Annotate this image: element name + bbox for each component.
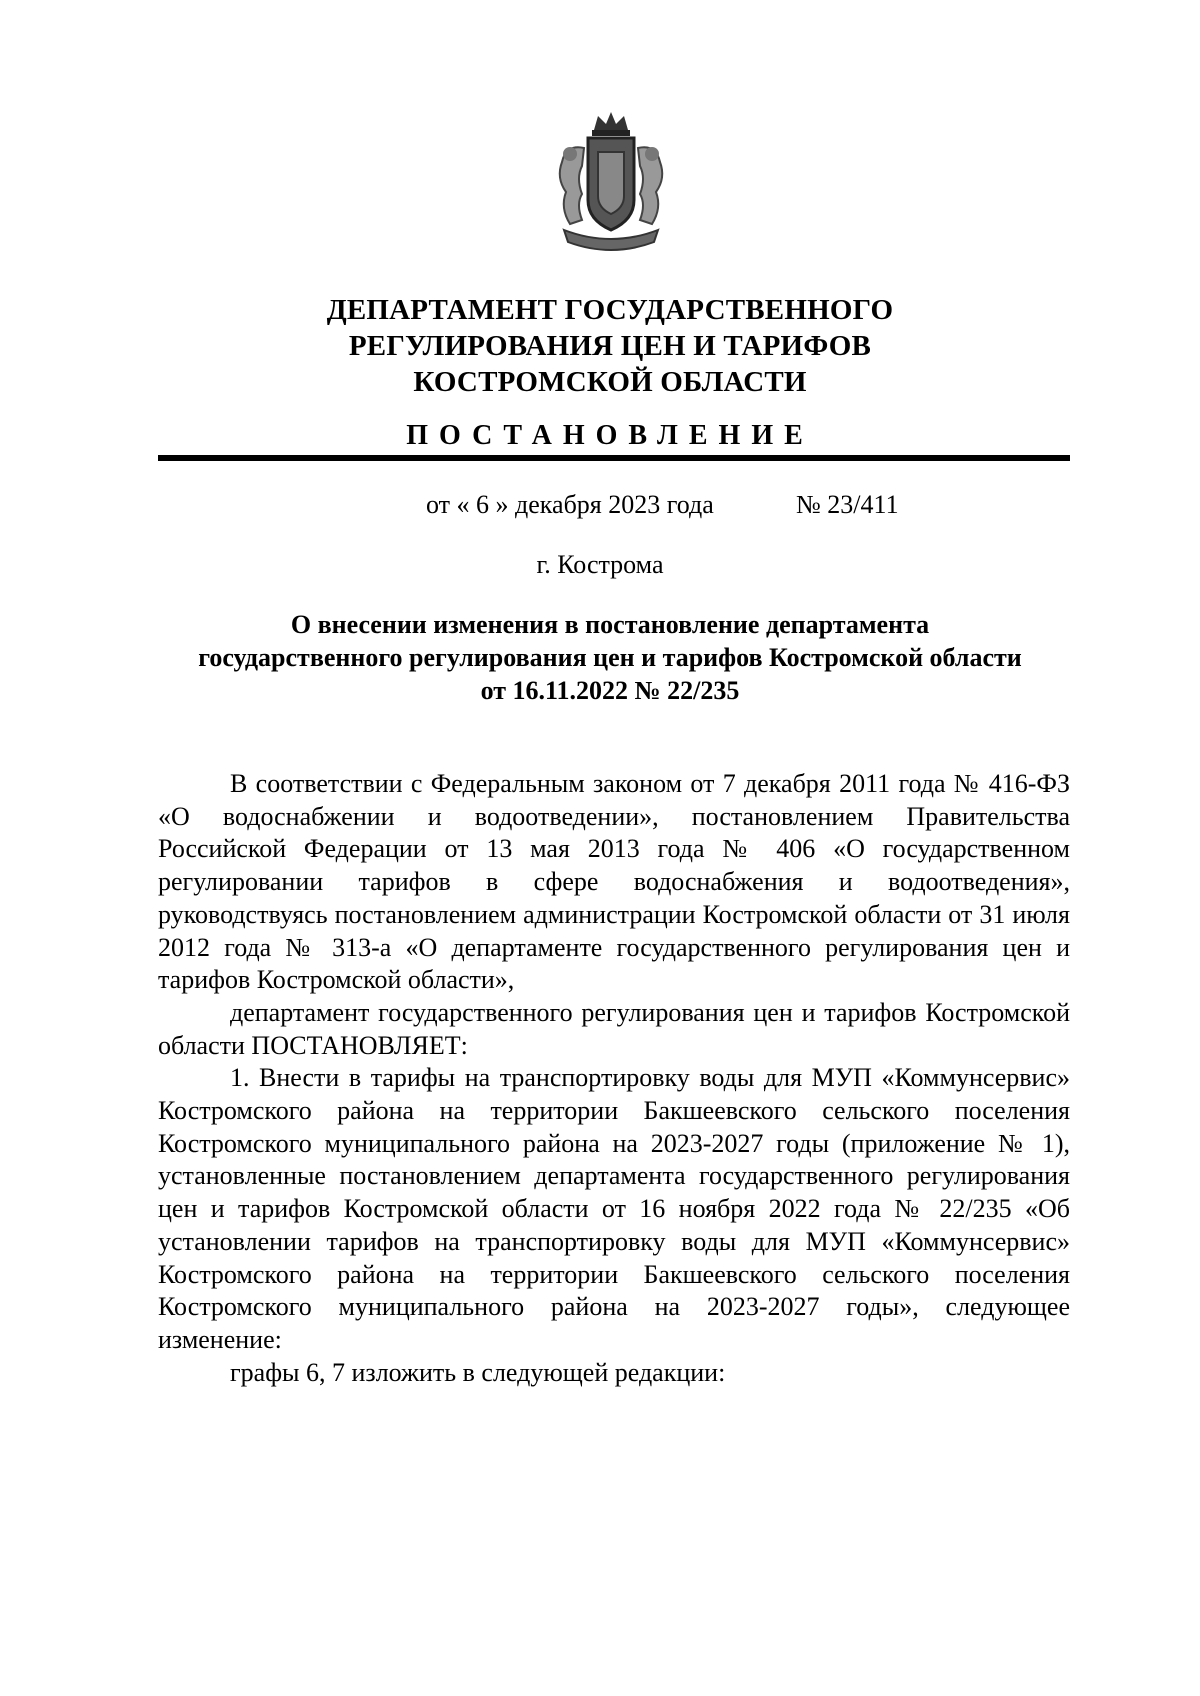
header-divider xyxy=(158,455,1070,461)
document-number: № 23/411 xyxy=(796,490,899,519)
body-paragraph: В соответствии с Федеральным законом от 7 декабря 2011 года № 416-ФЗ «О водоснабжении и водоотведении», постановлением Правительства Российской Федерации от 13 мая 2013 года № 406 «О государственном регулировании тарифов в сфере водоснабжения и водоотведения», руководствуясь постановлением администрации Костромской области от 31 июля 2012 года № 313-а «О департаменте государственного регулирования цен и тарифов Костромской области», xyxy=(158,769,1070,995)
org-line: ДЕПАРТАМЕНТ ГОСУДАРСТВЕННОГО xyxy=(326,294,894,326)
title-line: О внесении изменения в постановление департамента xyxy=(290,610,930,639)
issuing-authority xyxy=(150,292,1070,400)
body-paragraph: департамент государственного регулирования цен и тарифов Костромской области ПОСТАНОВЛЯЕТ: xyxy=(158,997,1070,1060)
document-title xyxy=(150,608,1070,707)
title-line: от 16.11.2022 № 22/235 xyxy=(480,676,740,705)
body-paragraph: графы 6, 7 изложить в следующей редакции: xyxy=(230,1357,726,1387)
document-date: от « 6 » декабря 2023 года xyxy=(426,490,714,519)
org-line: КОСТРОМСКОЙ ОБЛАСТИ xyxy=(413,366,807,398)
document-type: ПОСТАНОВЛЕНИЕ xyxy=(406,420,814,451)
coat-of-arms-icon xyxy=(536,108,686,258)
title-line: государственного регулирования цен и тарифов Костромской области xyxy=(198,643,1022,672)
document-city: г. Кострома xyxy=(536,550,664,579)
document-body xyxy=(158,768,1070,1389)
org-line: РЕГУЛИРОВАНИЯ ЦЕН И ТАРИФОВ xyxy=(348,330,872,362)
body-paragraph: 1. Внести в тарифы на транспортировку воды для МУП «Коммунсервис» Костромского района на территории Бакшеевского сельского поселения Костромского муниципального района на 2023-2027 годы (приложение № 1), установленные постановлением департамента государственного регулирования цен и тарифов Костромской области от 16 ноября 2022 года № 22/235 «Об установлении тарифов на транспортировку воды для МУП «Коммунсервис» Костромского района на территории Бакшеевского сельского поселения Костромского муниципального района на 2023-2027 годы», следующее изменение: xyxy=(158,1063,1070,1354)
